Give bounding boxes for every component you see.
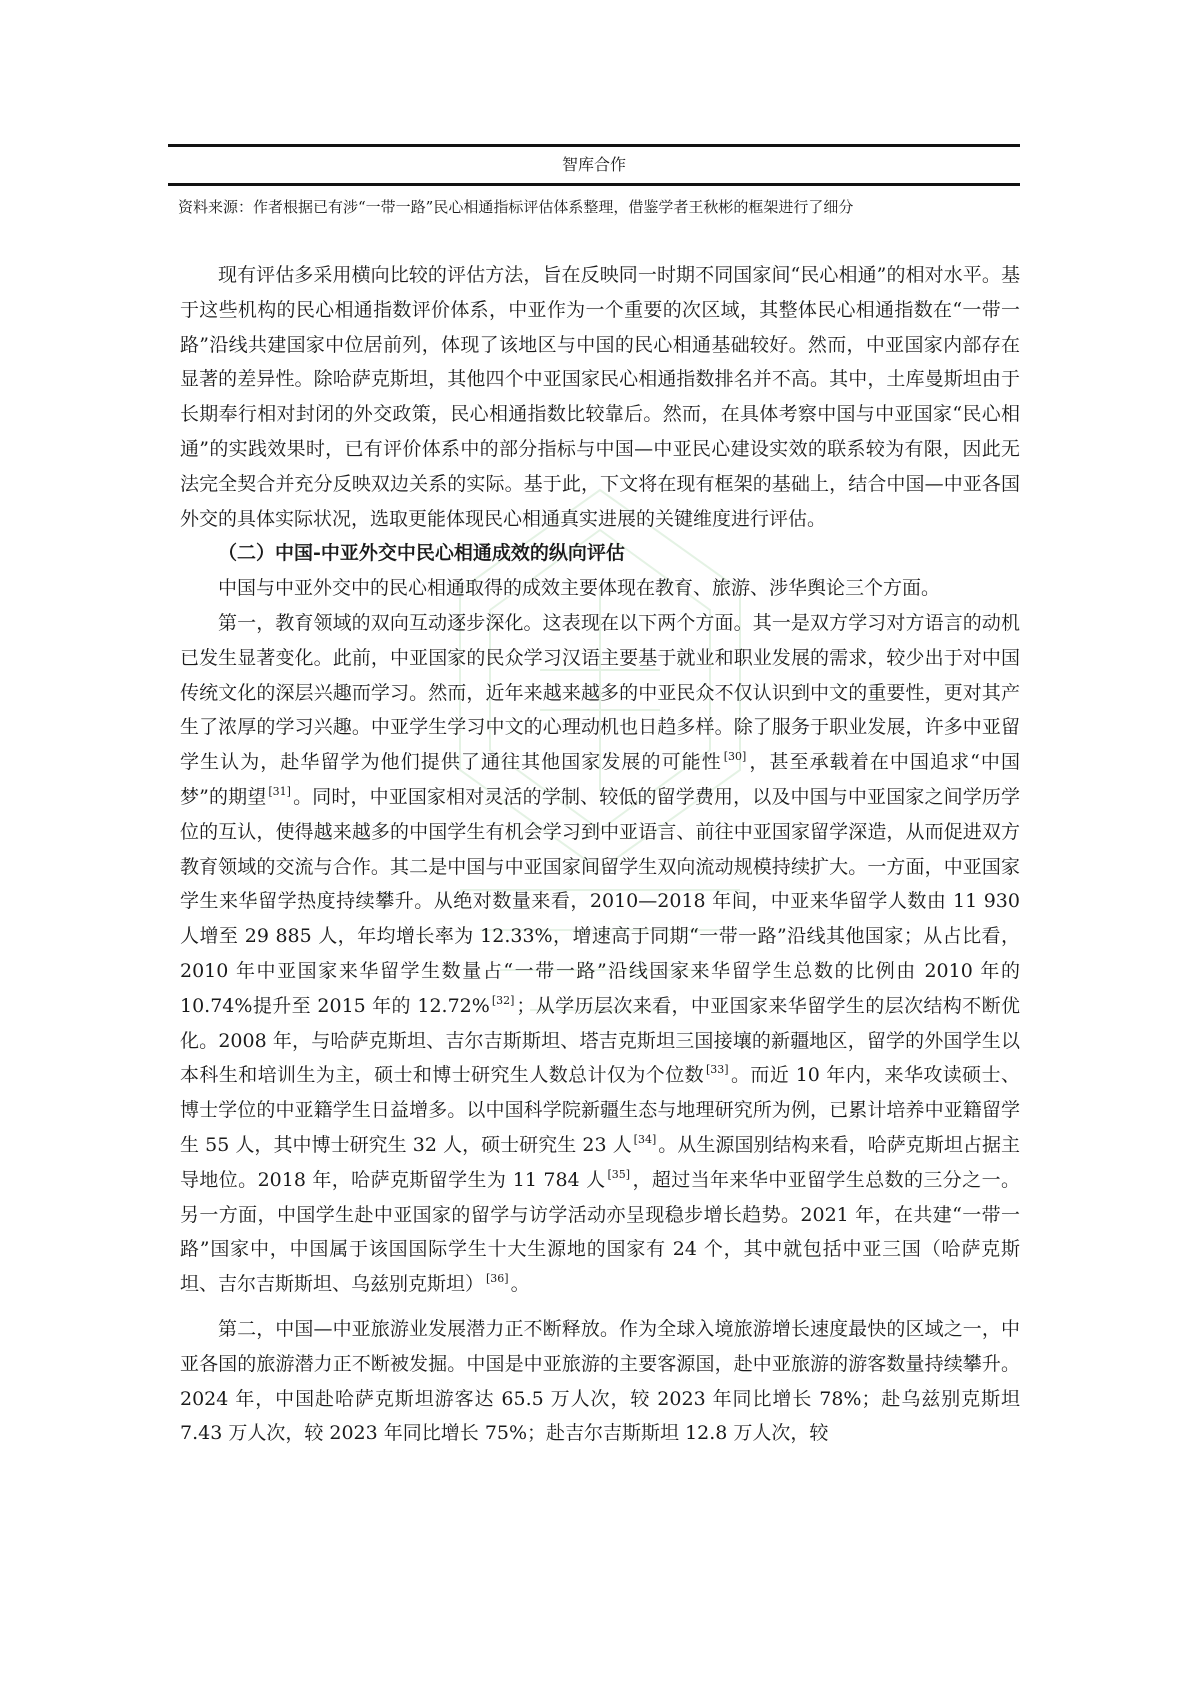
citation-36[interactable]: [36]: [486, 1272, 509, 1286]
text-segment: ，超过当年来华中亚留学生总数的三分之一。另一方面，中国学生赴中亚国家的留学与访学活动亦呈现稳步增长趋势。2021 年，在共建“一带一路”国家中，中国属于该国国际学生十大生源地的国家有 24 个，其中就包括中亚三国（哈萨克斯坦、吉尔吉斯斯坦、乌兹别克斯坦）: [180, 1168, 1020, 1296]
citation-35[interactable]: [35]: [607, 1167, 631, 1181]
source-note: 资料来源：作者根据已有涉“一带一路”民心相通指标评估体系整理，借鉴学者王秋彬的框架进行了细分: [178, 198, 854, 216]
paragraph-3: [180, 606, 1020, 1302]
text-segment: 。而近 10 年内，来华攻读硕士、博士学位的中亚籍学生日益增多。以中国科学院新疆生态与地理研究所为例，已累计培养中亚籍留学生 55 人，其中博士研究生 32 人，硕士研究生 23 人: [180, 1064, 1020, 1156]
section-heading: （二）中国-中亚外交中民心相通成效的纵向评估: [218, 542, 625, 565]
text-segment: ，甚至承载着在中国追求“中国梦”的期望: [180, 751, 1020, 808]
table-title: 智库合作: [561, 155, 626, 174]
article-body: [180, 258, 1020, 1451]
text-segment: 第一，教育领域的双向互动逐步深化。这表现在以下两个方面。其一是双方学习对方语言的动机已发生显著变化。此前，中亚国家的民众学习汉语主要基于就业和职业发展的需求，较少出于对中国传统文化的深层兴趣而学习。然而，近年来越来越多的中亚民众不仅认识到中文的重要性，更对其产生了浓厚的学习兴趣。中亚学生学习中文的心理动机也日趋多样。除了服务于职业发展，许多中亚留学生认为，赴华留学为他们提供了通往其他国家发展的可能性: [180, 611, 1020, 774]
paragraph-4: 第二，中国—中亚旅游业发展潜力正不断释放。作为全球入境旅游增长速度最快的区域之一，中亚各国的旅游潜力正不断被发掘。中国是中亚旅游的主要客源国，赴中亚旅游的游客数量持续攀升。2024 年，中国赴哈萨克斯坦游客达 65.5 万人次，较 2023 年同比增长 78%；赴乌兹别克斯坦 7.43 万人次，较 2023 年同比增长 75%；赴吉尔吉斯斯坦 12.8 万人次，较: [180, 1317, 1020, 1445]
text-segment: 。: [510, 1273, 530, 1296]
text-segment: 。同时，中亚国家相对灵活的学制、较低的留学费用，以及中国与中亚国家之间学历学位的互认，使得越来越多的中国学生有机会学习到中亚语言、前往中亚国家留学深造，从而促进双方教育领域的交流与合作。其二是中国与中亚国家间留学生双向流动规模持续扩大。一方面，中亚国家学生来华留学热度持续攀升。从绝对数量来看，2010—2018 年间，中亚来华留学人数由 11 930 人增至 29 885 人，年均增长率为 12.33%，增速高于同期“一带一路”沿线其他国家；从占比看，2010 年中亚国家来华留学生数量占“一带一路”沿线国家来华留学生总数的比例由 2010 年的 10.74%提升至 2015 年的 12.72%: [180, 785, 1020, 1017]
paragraph-2: 中国与中亚外交中的民心相通取得的成效主要体现在教育、旅游、涉华舆论三个方面。: [218, 577, 941, 600]
text-segment: ；从学历层次来看，中亚国家来华留学生的层次结构不断优化。2008 年，与哈萨克斯坦、吉尔吉斯斯坦、塔吉克斯坦三国接壤的新疆地区，留学的外国学生以本科生和培训生为主，硕士和博士研究生人数总计仅为个位数: [180, 994, 1020, 1087]
table-top-rule: [168, 144, 1020, 147]
paragraph-1: 现有评估多采用横向比较的评估方法，旨在反映同一时期不同国家间“民心相通”的相对水平。基于这些机构的民心相通指数评价体系，中亚作为一个重要的次区域，其整体民心相通指数在“一带一路”沿线共建国家中位居前列，体现了该地区与中国的民心相通基础较好。然而，中亚国家内部存在显著的差异性。除哈萨克斯坦，其他四个中亚国家民心相通指数排名并不高。其中，土库曼斯坦由于长期奉行相对封闭的外交政策，民心相通指数比较靠后。然而，在具体考察中国与中亚国家“民心相通”的实践效果时，已有评价体系中的部分指标与中国—中亚民心建设实效的联系较为有限，因此无法完全契合并充分反映双边关系的实际。基于此，下文将在现有框架的基础上，结合中国—中亚各国外交的具体实际状况，选取更能体现民心相通真实进展的关键维度进行评估。: [180, 264, 1020, 530]
citation-34[interactable]: [34]: [633, 1132, 657, 1146]
citation-32[interactable]: [32]: [491, 993, 515, 1007]
citation-31[interactable]: [31]: [268, 784, 291, 798]
text-segment: 。从生源国别结构来看，哈萨克斯坦占据主导地位。2018 年，哈萨克斯留学生为 11 784 人: [180, 1133, 1020, 1191]
citation-33[interactable]: [33]: [706, 1063, 729, 1077]
table-bottom-rule: [168, 183, 1020, 186]
citation-30[interactable]: [30]: [723, 750, 747, 764]
